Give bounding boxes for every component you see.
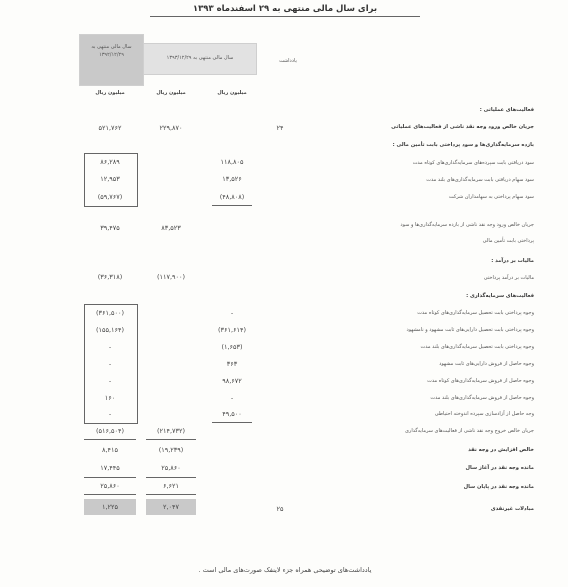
row-label: وجوه پرداختی بابت تحصیل سرمایه‌گذاری‌های بلند مدت bbox=[420, 344, 534, 350]
prev-year-value: (۵۹,۷۶۷) bbox=[97, 193, 123, 201]
curr-year-value: ۶,۶۲۱ bbox=[162, 482, 180, 490]
curr-year-value: ۲۲۹,۸۷۰ bbox=[159, 124, 183, 132]
row-label: وجوه پرداختی بابت تحصیل سرمایه‌گذاری‌های کوتاه مدت bbox=[417, 310, 534, 316]
detail-value: (۳۶۱,۶۱۴) bbox=[217, 326, 247, 334]
prev-year-value: ۲۵,۸۶۰ bbox=[100, 482, 120, 490]
prev-year-value: ۱۲,۹۵۳ bbox=[100, 175, 120, 183]
detail-value: - bbox=[230, 394, 234, 402]
detail-value: (۱,۶۵۳) bbox=[221, 343, 243, 351]
prev-year-value: ۱,۲۲۵ bbox=[101, 503, 119, 511]
note-header: یادداشت bbox=[279, 58, 297, 64]
prev-year-value: ۸,۴۱۵ bbox=[101, 446, 119, 454]
prev-year-value: ۸۶,۲۸۹ bbox=[100, 158, 120, 166]
curr-year-value: (۱۹,۲۳۹) bbox=[158, 446, 184, 454]
curr-year-header-box bbox=[143, 43, 257, 75]
prev-year-value: - bbox=[108, 377, 112, 385]
detail-value: ۱۱۸,۸۰۵ bbox=[220, 158, 244, 166]
prev-year-value: - bbox=[108, 410, 112, 418]
curr-year-value: ۸۳,۵۲۳ bbox=[161, 224, 181, 232]
prev-year-value: ۵۲۱,۷۶۲ bbox=[98, 124, 122, 132]
total-rule bbox=[146, 494, 196, 495]
row-label: وجوه حاصل از فروش سرمایه‌گذاری‌های کوتاه مدت bbox=[427, 378, 534, 384]
curr-year-value: ۲۵,۸۶۰ bbox=[161, 464, 181, 472]
row-label: فعالیت‌های عملیاتی : bbox=[479, 107, 534, 113]
prev-year-value: ۱۶۰ bbox=[104, 394, 116, 402]
row-label: سود دریافتی بابت سپرده‌های سرمایه‌گذاری‌های کوتاه مدت bbox=[412, 160, 534, 166]
row-label: وجوه حاصل از فروش دارایی‌های ثابت مشهود bbox=[439, 361, 534, 367]
row-label: جریان خالص خروج وجه نقد ناشی از فعالیت‌های سرمایه‌گذاری bbox=[405, 428, 534, 434]
row-label: پرداختی بابت تأمین مالی bbox=[482, 238, 534, 244]
row-label: وجوه حاصل از فروش سرمایه‌گذاری‌های بلند مدت bbox=[430, 395, 534, 401]
detail-value: (۴۸,۸۰۸) bbox=[219, 193, 245, 201]
subtotal-rule bbox=[146, 477, 196, 478]
row-label: جریان خالص ورود وجه نقد ناشی از فعالیت‌های عملیاتی bbox=[391, 124, 534, 130]
curr-year-value: ۲,۰۴۷ bbox=[162, 503, 180, 511]
row-label: وجوه پرداختی بابت تحصیل دارایی‌های ثابت مشهود و نامشهود bbox=[406, 327, 534, 333]
detail-value: - bbox=[230, 309, 234, 317]
footer-note: یادداشت‌های توضیحی همراه جزء لاینفک صورت‌های مالی است . bbox=[198, 566, 372, 574]
row-label: سود سهام دریافتی بابت سرمایه‌گذاری‌های بلند مدت bbox=[426, 177, 534, 183]
row-label: مانده وجه نقد در آغاز سال bbox=[465, 465, 534, 471]
note-ref: ۲۵ bbox=[276, 505, 284, 513]
curr-year-header: سال مالی منتهی به ۱۳۹۳/۱۲/۲۹ bbox=[166, 55, 234, 61]
detail-value: ۴۹,۵۰۰ bbox=[222, 410, 242, 418]
note-ref: ۲۴ bbox=[276, 124, 284, 132]
detail-value: ۱۳,۵۲۶ bbox=[222, 175, 242, 183]
row-label: سود سهام پرداختی به سهامداران شرکت bbox=[448, 194, 534, 200]
detail-value: ۹۸,۶۷۲ bbox=[222, 377, 242, 385]
curr-year-value: (۱۱۷,۹۰۰) bbox=[156, 273, 186, 281]
prev-year-value: (۳۶۱,۵۰۰) bbox=[95, 309, 125, 317]
subtotal-rule bbox=[146, 439, 196, 440]
row-label: خالص افزایش در وجه نقد bbox=[468, 447, 534, 453]
prev-year-value: - bbox=[108, 343, 112, 351]
prev-year-value: ۱۷,۴۴۵ bbox=[100, 464, 120, 472]
prev-year-value: (۱۵۵,۱۶۴) bbox=[95, 326, 125, 334]
prev-year-value: (۵۱۶,۵۰۴) bbox=[95, 427, 125, 435]
unit-label-curr: میلیون ریال bbox=[156, 90, 186, 96]
prev-year-header: سال مالی منتهی به ۱۳۹۲/۱۲/۲۹ bbox=[91, 44, 132, 58]
prev-year-value: (۳۶,۳۱۸) bbox=[97, 273, 123, 281]
total-rule bbox=[84, 494, 136, 495]
subtotal-rule bbox=[84, 439, 136, 440]
row-label: مالیات بر درآمد : bbox=[491, 258, 534, 264]
subtotal-rule bbox=[212, 422, 252, 423]
row-label: مانده وجه نقد در پایان سال bbox=[463, 484, 534, 490]
prev-year-value: ۳۹,۴۷۵ bbox=[100, 224, 120, 232]
row-label: فعالیت‌های سرمایه‌گذاری : bbox=[466, 293, 534, 299]
row-label: مالیات بر درآمد پرداختی bbox=[483, 275, 534, 281]
prev-year-header-box bbox=[79, 34, 144, 86]
subtotal-rule bbox=[84, 477, 136, 478]
page-title: برای سال مالی منتهی به ۲۹ اسفندماه ۱۳۹۳ bbox=[150, 4, 420, 17]
unit-label-detail: میلیون ریال bbox=[217, 90, 247, 96]
detail-value: ۳۶۳ bbox=[226, 360, 238, 368]
row-label: مبادلات غیرنقدی bbox=[490, 506, 534, 512]
row-label: بازده سرمایه‌گذاری‌ها و سود پرداختی بابت تأمین مالی : bbox=[392, 142, 534, 148]
unit-label-prev: میلیون ریال bbox=[95, 90, 125, 96]
row-label: وجه حاصل از آزادسازی سپرده اندوخته احتیاطی bbox=[434, 411, 534, 417]
curr-year-value: (۲۱۴,۷۳۲) bbox=[156, 427, 186, 435]
subtotal-rule bbox=[212, 205, 252, 206]
row-label: جریان خالص ورود وجه نقد ناشی از بازده سرمایه‌گذاری‌ها و سود bbox=[400, 222, 534, 228]
prev-year-value: - bbox=[108, 360, 112, 368]
